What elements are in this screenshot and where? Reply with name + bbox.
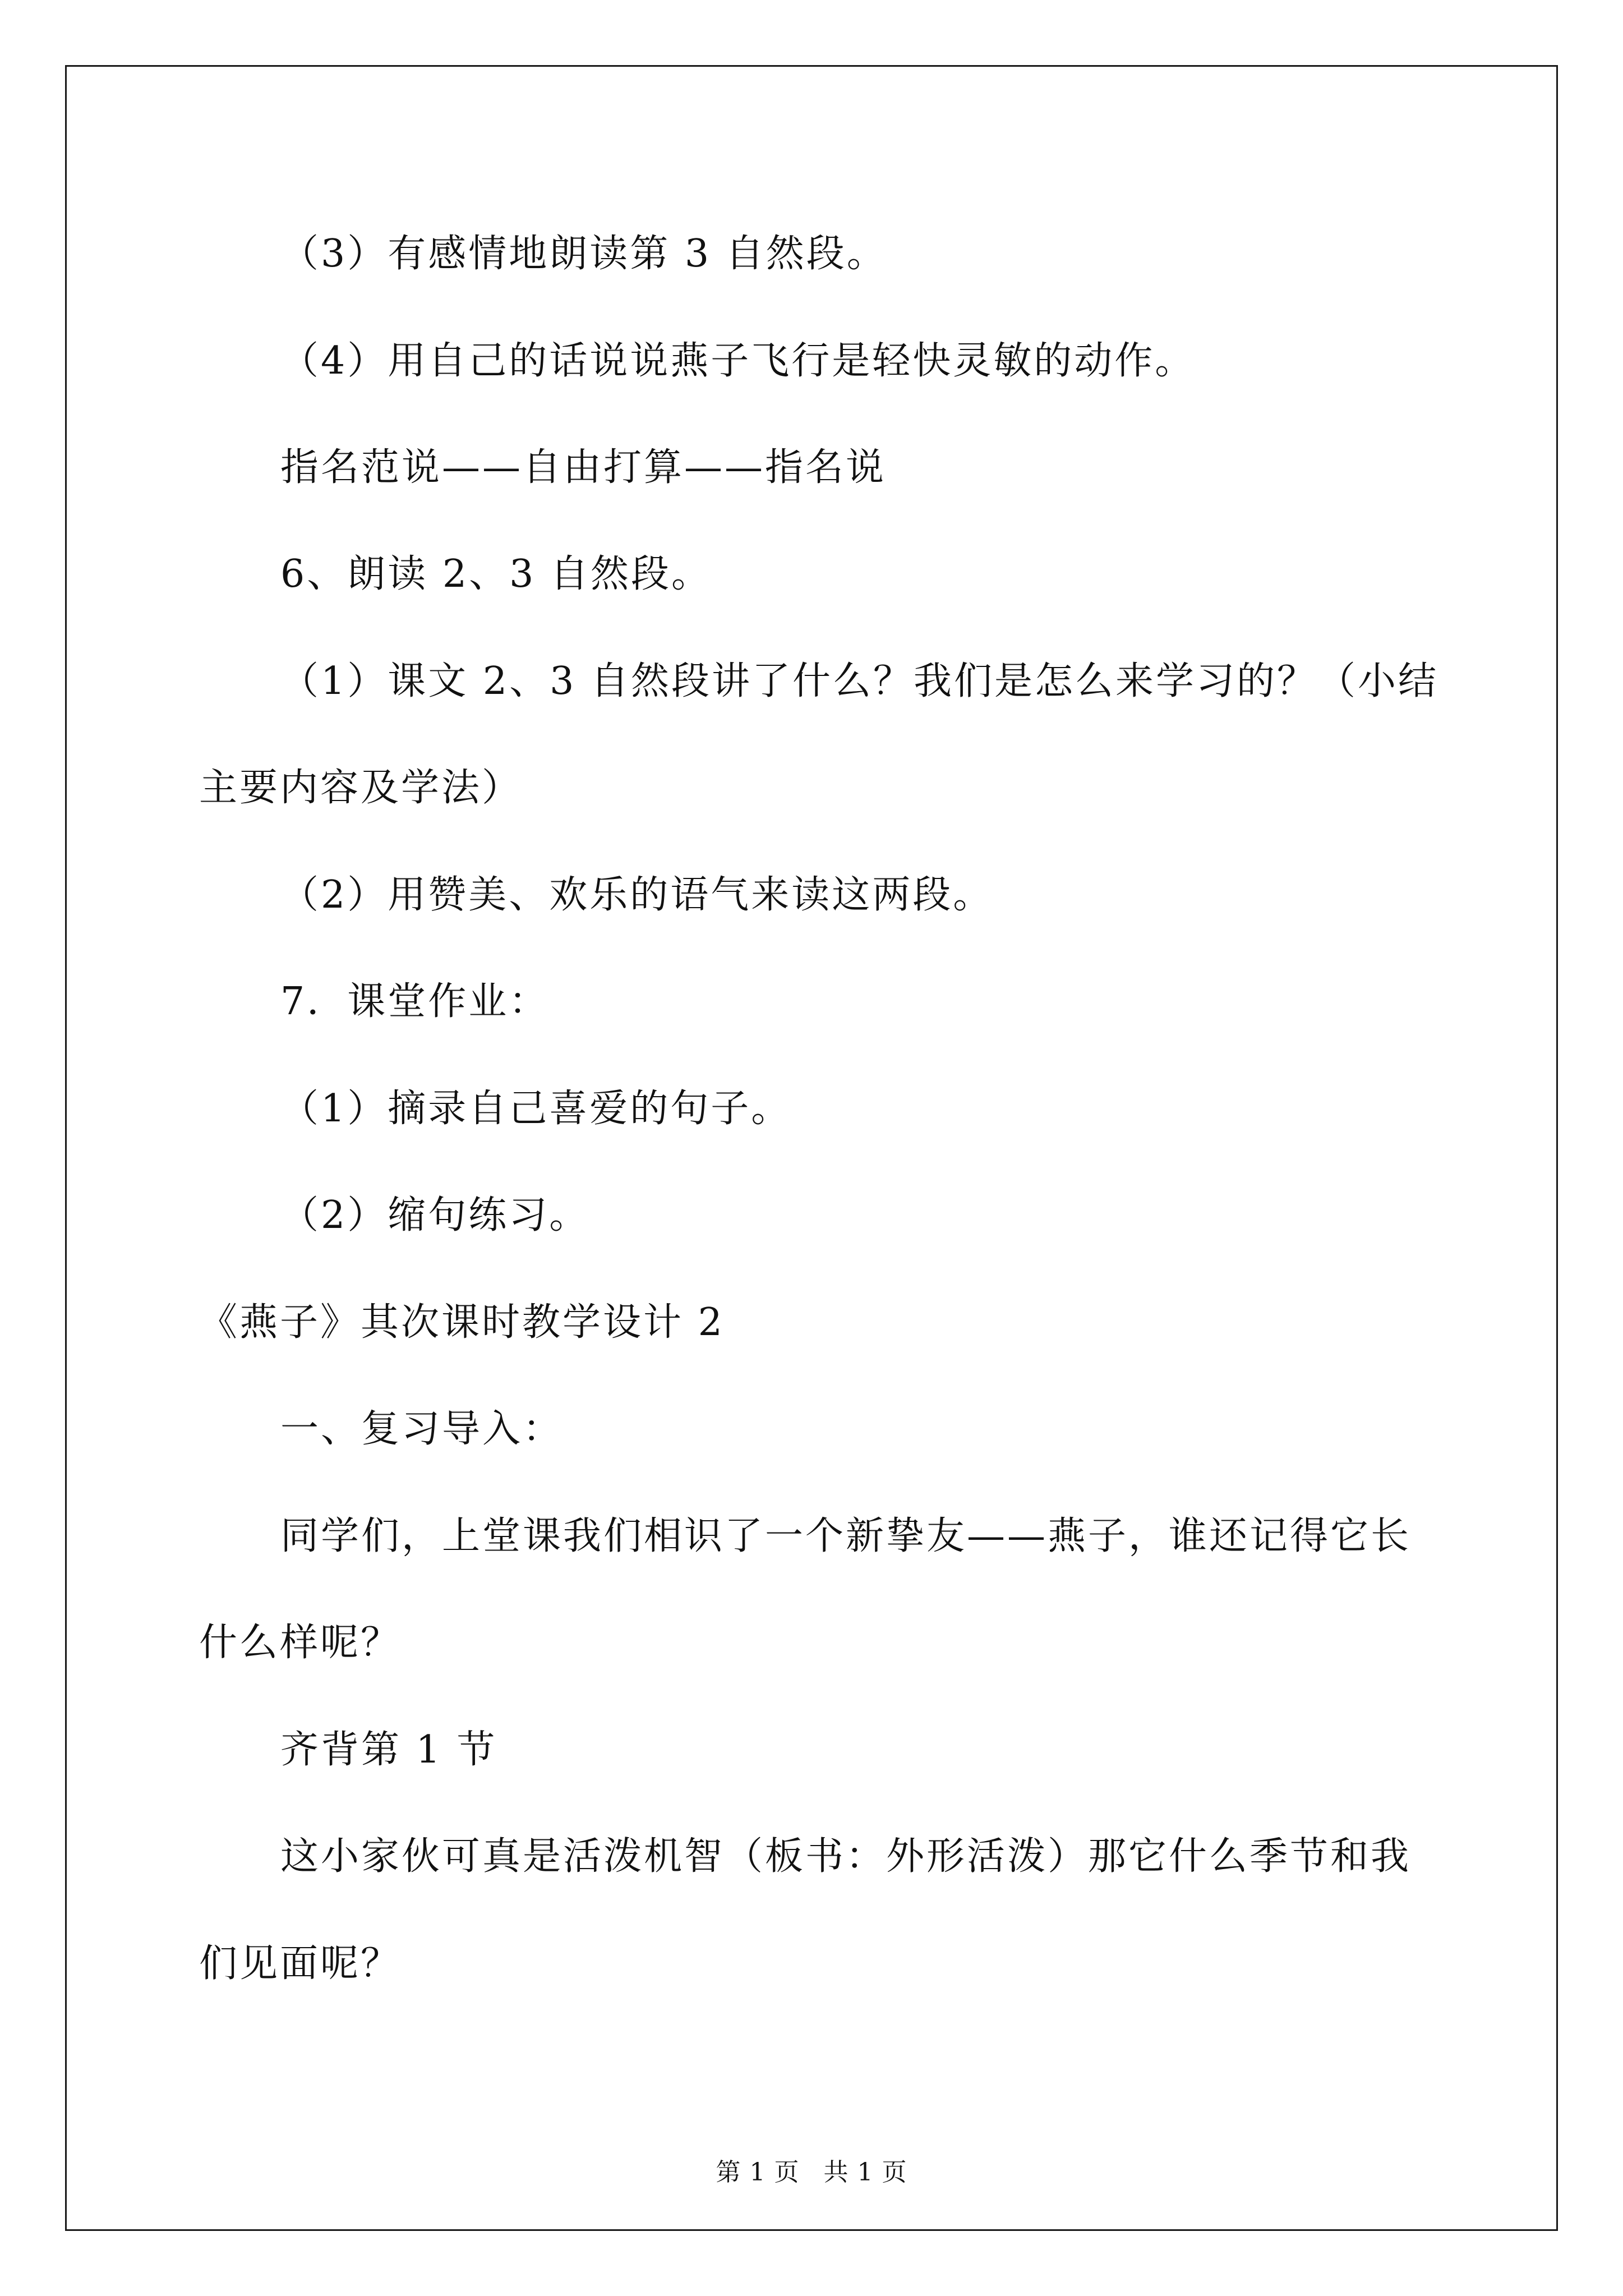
paragraph-line: 这小家伙可真是活泼机智（板书：外形活泼）那它什么季节和我: [280, 1834, 1412, 1879]
paragraph-line: （3）有感情地朗读第 3 自然段。: [280, 232, 887, 276]
paragraph-line: （2）缩句练习。: [280, 1193, 590, 1237]
page-total: 共 1 页: [823, 2158, 907, 2187]
page-footer: [0, 2157, 1623, 2188]
section-title: 《燕子》其次课时教学设计 2: [199, 1300, 725, 1345]
paragraph-line: （4）用自己的话说说燕子飞行是轻快灵敏的动作。: [280, 339, 1196, 383]
paragraph-line: （1）摘录自己喜爱的句子。: [280, 1087, 792, 1131]
page-border: [65, 65, 1558, 2231]
paragraph-line: 齐背第 1 节: [280, 1728, 497, 1772]
page-number: 第 1 页: [716, 2158, 800, 2187]
paragraph-line: 们见面呢？: [199, 1941, 402, 1986]
paragraph-line: （1）课文 2、3 自然段讲了什么？我们是怎么来学习的？（小结: [280, 659, 1439, 703]
paragraph-line: 同学们，上堂课我们相识了一个新挚友——燕子，谁还记得它长: [280, 1514, 1412, 1558]
paragraph-line: 7．课堂作业：: [280, 979, 550, 1024]
paragraph-line: 6、朗读 2、3 自然段。: [280, 552, 712, 596]
paragraph-line: 什么样呢？: [199, 1621, 402, 1665]
paragraph-line: 一、复习导入：: [280, 1407, 564, 1451]
paragraph-line: 主要内容及学法）: [199, 766, 523, 810]
paragraph-line: （2）用赞美、欢乐的语气来读这两段。: [280, 873, 994, 917]
paragraph-line: 指名范说——自由打算——指名说: [280, 445, 887, 490]
